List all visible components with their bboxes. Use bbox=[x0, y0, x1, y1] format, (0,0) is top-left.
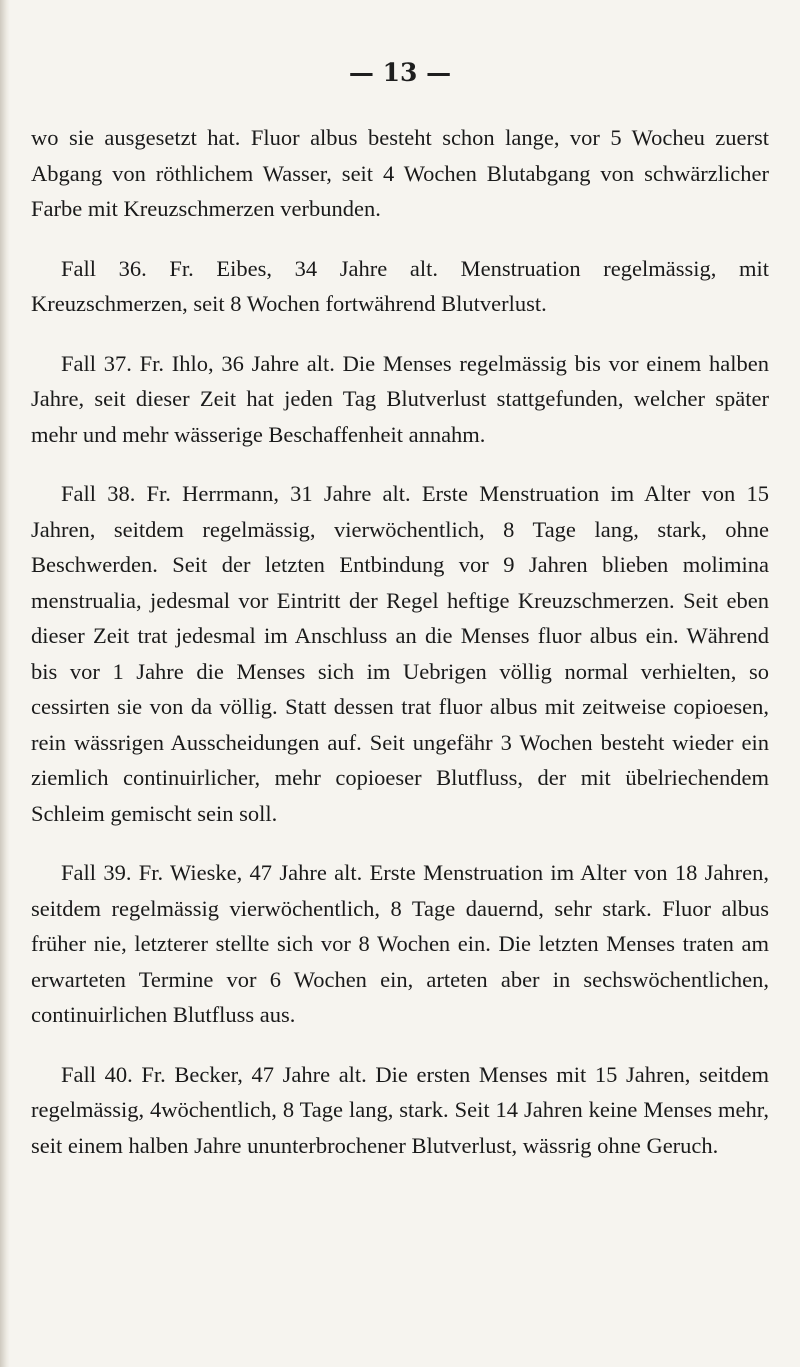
paragraph-fall-37: Fall 37. Fr. Ihlo, 36 Jahre alt. Die Menses regelmässig bis vor einem halben Jahre, seit dieser Zeit hat jeden Tag Blutverlust stattgefunden, welcher später mehr und mehr wässerige Beschaffenheit annahm. bbox=[31, 350, 769, 447]
paragraph-fall-36: Fall 36. Fr. Eibes, 34 Jahre alt. Menstruation regelmässig, mit Kreuzschmerzen, seit 8 Wochen fortwährend Blutverlust. bbox=[31, 255, 769, 316]
paragraph-fall-40: Fall 40. Fr. Becker, 47 Jahre alt. Die ersten Menses mit 15 Jahren, seitdem regelmässig, 4wöchentlich, 8 Tage lang, stark. Seit 14 Jahren keine Menses mehr, seit einem halben Jahre ununterbrochener Blutverlust, wässrig ohne Geruch. bbox=[31, 1061, 769, 1158]
paragraph-fall-39: Fall 39. Fr. Wieske, 47 Jahre alt. Erste Menstruation im Alter von 18 Jahren, seitdem regelmässig vierwöchentlich, 8 Tage dauernd, sehr stark. Fluor albus früher nie, letzterer stellte sich vor 8 Wochen ein. Die letzten Menses traten am erwarteten Termine vor 6 Wochen ein, arteten aber in sechswöchentlichen, continuirlichen Blutfluss aus. bbox=[31, 860, 769, 1027]
page-number: — 13 — bbox=[348, 58, 452, 87]
page-edge-shadow bbox=[0, 0, 10, 1367]
body-text bbox=[31, 120, 769, 1187]
paragraph-fall-38: Fall 38. Fr. Herrmann, 31 Jahre alt. Erste Menstruation im Alter von 15 Jahren, seitdem regelmässig, vierwöchentlich, 8 Tage lang, stark, ohne Beschwerden. Seit der letzten Entbindung vor 9 Jahren blieben molimina menstrualia, jedesmal vor Eintritt der Regel heftige Kreuzschmerzen. Seit eben dieser Zeit trat jedesmal im Anschluss an die Menses fluor albus ein. Während bis vor 1 Jahre die Menses sich im Uebrigen völlig normal verhielten, so cessirten sie von da völlig. Statt dessen trat fluor albus mit zeitweise copioesen, rein wässrigen Ausscheidungen auf. Seit ungefähr 3 Wochen besteht wieder ein ziemlich continuirlicher, mehr copioeser Blutfluss, der mit übelriechendem Schleim gemischt sein soll. bbox=[31, 481, 769, 826]
paragraph-continuation: wo sie ausgesetzt hat. Fluor albus besteht schon lange, vor 5 Wocheu zuerst Abgang von röthlichem Wasser, seit 4 Wochen Blutabgang von schwärzlicher Farbe mit Kreuzschmerzen verbunden. bbox=[31, 125, 769, 221]
